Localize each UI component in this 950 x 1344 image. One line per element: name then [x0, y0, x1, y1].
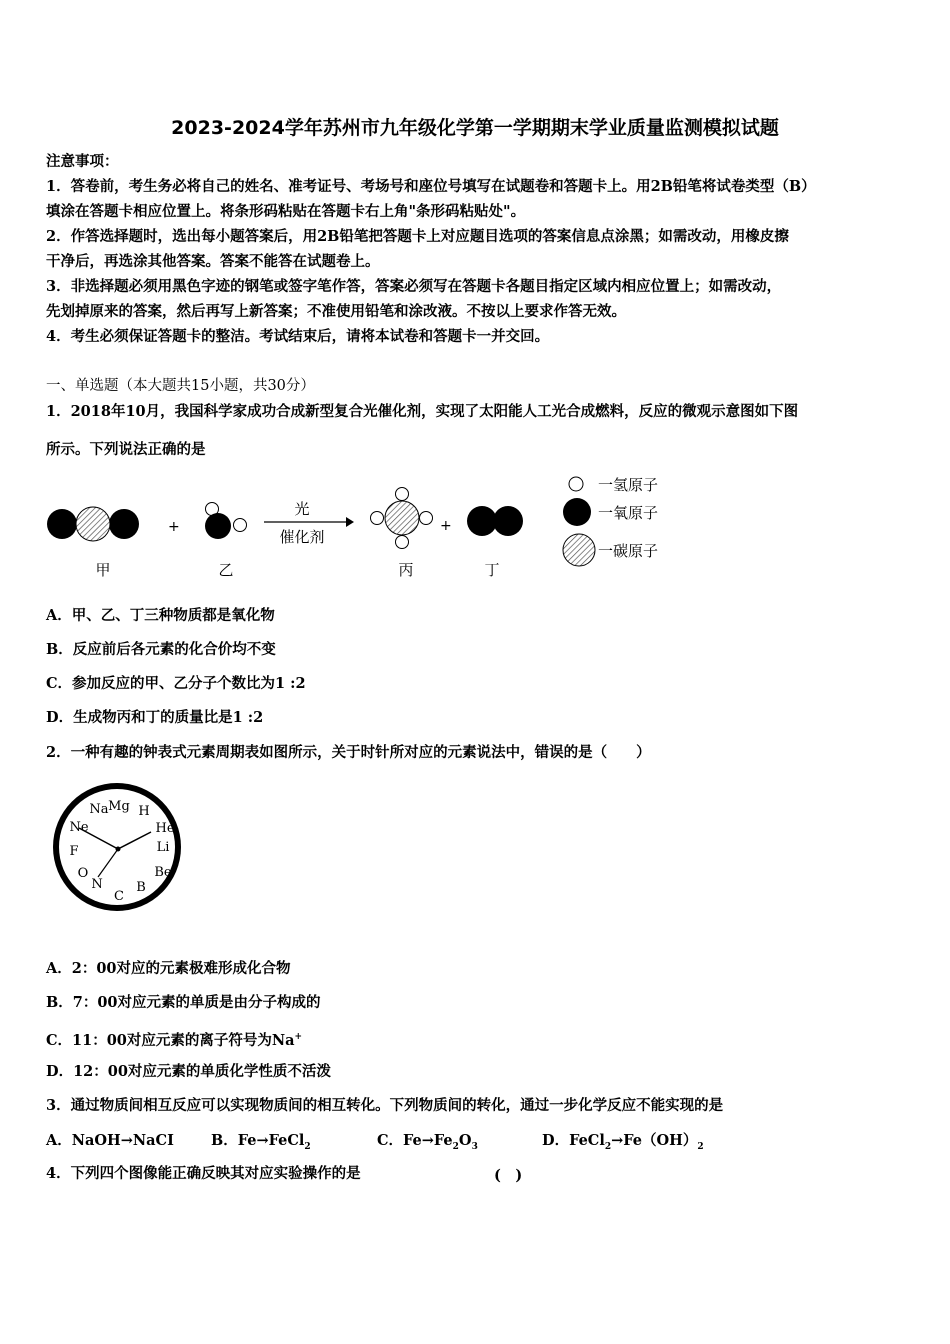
label-yi: 乙	[218, 561, 234, 579]
label-ding: 丁	[484, 561, 500, 579]
q3-option-d	[542, 1129, 704, 1152]
legend-hydrogen-label: 一氢原子	[598, 476, 659, 494]
condition-light: 光	[294, 500, 310, 518]
hydrogen-atom	[396, 488, 409, 501]
plus-sign: +	[440, 518, 452, 534]
label-bing: 丙	[398, 561, 414, 579]
q2-option-d: D．12：00对应元素的单质化学性质不活泼	[46, 1063, 331, 1080]
notice-line-7: 4．考生必须保证答题卡的整洁。考试结束后，请将本试卷和答题卡一并交回。	[46, 328, 550, 345]
clock-element-2: He	[155, 821, 175, 836]
clock-element-11: Na	[89, 802, 109, 817]
reaction-arrow-head	[346, 517, 354, 527]
molecule-bing-ch4	[371, 488, 433, 549]
q1-option-b: B．反应前后各元素的化合价均不变	[46, 641, 276, 658]
carbon-atom	[385, 501, 419, 535]
q3-option-d-text: D．FeCl	[542, 1132, 605, 1149]
label-jia: 甲	[95, 561, 111, 579]
clock-element-12: Mg	[108, 799, 130, 814]
q3-option-c	[377, 1129, 478, 1152]
oxygen-atom	[109, 509, 139, 539]
page-title: 2023-2024学年苏州市九年级化学第一学期期末学业质量监测模拟试题	[171, 117, 779, 139]
q1-option-d: D．生成物丙和丁的质量比是1 :2	[46, 709, 264, 726]
q3-option-b-sub: 2	[304, 1141, 311, 1152]
q2-option-b: B．7：00对应元素的单质是由分子构成的	[46, 994, 321, 1011]
legend-oxygen-atom	[563, 498, 591, 526]
notice-line-5: 3．非选择题必须用黑色字迹的钢笔或签字笔作答，答案必须写在答题卡各题目指定区域内相应位置上；如需改动，	[46, 278, 782, 295]
notice-line-6: 先划掉原来的答案，然后再写上新答案；不准使用铅笔和涂改液。不按以上要求作答无效。	[46, 303, 626, 320]
plus-sign: +	[168, 519, 180, 535]
hydrogen-atom	[396, 536, 409, 549]
notice-line-1: 1．答卷前，考生务必将自己的姓名、准考证号、考场号和座位号填写在试题卷和答题卡上。用2B铅笔将试卷类型（B）	[46, 178, 816, 195]
oxygen-atom	[47, 509, 77, 539]
clock-element-10: Ne	[69, 820, 89, 835]
q1-stem-2: 所示。下列说法正确的是	[46, 441, 206, 458]
q3-option-c-text: C．Fe→Fe	[377, 1132, 453, 1149]
q4-paren: ( )	[494, 1167, 523, 1184]
q3-option-a: A．NaOH→NaCI	[46, 1132, 174, 1149]
legend-oxygen-label: 一氧原子	[598, 504, 659, 522]
q2-option-c-sup: +	[294, 1032, 303, 1042]
notice-line-2: 填涂在答题卡相应位置上。将条形码粘贴在答题卡右上角"条形码粘贴处"。	[46, 203, 526, 220]
clock-element-7: N	[91, 877, 103, 892]
q2-option-a: A．2：00对应的元素极难形成化合物	[46, 960, 291, 977]
q1-option-c: C．参加反应的甲、乙分子个数比为1 :2	[46, 675, 306, 692]
clock-element-9: F	[69, 844, 79, 859]
section-heading: 一、单选题（本大题共15小题，共30分）	[46, 378, 315, 394]
legend-hydrogen-atom	[569, 477, 583, 491]
q2-option-c-text: C．11：00对应元素的离子符号为Na	[46, 1031, 295, 1049]
clock-center	[116, 847, 121, 852]
notice-line-4: 干净后，再选涂其他答案。答案不能答在试题卷上。	[46, 253, 380, 270]
q1-stem-1: 1．2018年10月，我国科学家成功合成新型复合光催化剂，实现了太阳能人工光合成燃料，反应的微观示意图如下图	[46, 403, 799, 420]
clock-element-1: H	[138, 804, 150, 819]
q2-option-c	[46, 1027, 302, 1051]
q3-option-c-sub1: 2	[452, 1141, 459, 1152]
q2-stem: 2．一种有趣的钟表式元素周期表如图所示，关于时针所对应的元素说法中，错误的是（ ）	[46, 744, 651, 761]
condition-catalyst: 催化剂	[279, 528, 325, 546]
q3-option-d-sub: 2	[604, 1141, 612, 1152]
q4-stem: 4．下列四个图像能正确反映其对应实验操作的是	[46, 1165, 361, 1182]
clock-element-3: Li	[156, 840, 170, 855]
q3-option-c-mid: O	[458, 1132, 472, 1149]
clock-element-6: C	[114, 889, 124, 904]
q3-option-d-sub2: 2	[697, 1141, 704, 1152]
q1-option-a: A．甲、乙、丁三种物质都是氧化物	[46, 607, 275, 624]
oxygen-atom	[493, 506, 523, 536]
hydrogen-atom	[420, 512, 433, 525]
legend-carbon-atom	[563, 534, 595, 566]
molecule-ding-o2	[467, 506, 523, 536]
molecule-jia-co2	[47, 507, 139, 541]
oxygen-atom	[467, 506, 497, 536]
hydrogen-atom	[234, 519, 247, 532]
q3-option-d-rest: →Fe（OH）	[611, 1132, 698, 1149]
clock-element-5: B	[136, 880, 146, 895]
legend-carbon-label: 一碳原子	[598, 542, 659, 560]
oxygen-atom	[205, 513, 231, 539]
q3-option-b-text: B．Fe→FeCl	[211, 1132, 305, 1149]
hydrogen-atom	[371, 512, 384, 525]
q3-option-c-sub2: 3	[471, 1141, 478, 1152]
q3-stem: 3．通过物质间相互反应可以实现物质间的相互转化。下列物质间的转化，通过一步化学反应不能实现的是	[46, 1097, 724, 1114]
q3-option-b	[211, 1129, 311, 1152]
clock-element-4: Be	[154, 865, 172, 880]
notice-heading: 注意事项：	[46, 153, 119, 170]
element-clock	[48, 783, 188, 913]
notice-line-3: 2．作答选择题时，选出每小题答案后，用2B铅笔把答题卡上对应题目选项的答案信息点涂黑；如需改动，用橡皮擦	[46, 228, 789, 245]
molecule-yi-h2o	[205, 503, 247, 540]
reaction-diagram	[40, 472, 700, 587]
clock-element-8: O	[77, 866, 89, 881]
carbon-atom	[76, 507, 110, 541]
